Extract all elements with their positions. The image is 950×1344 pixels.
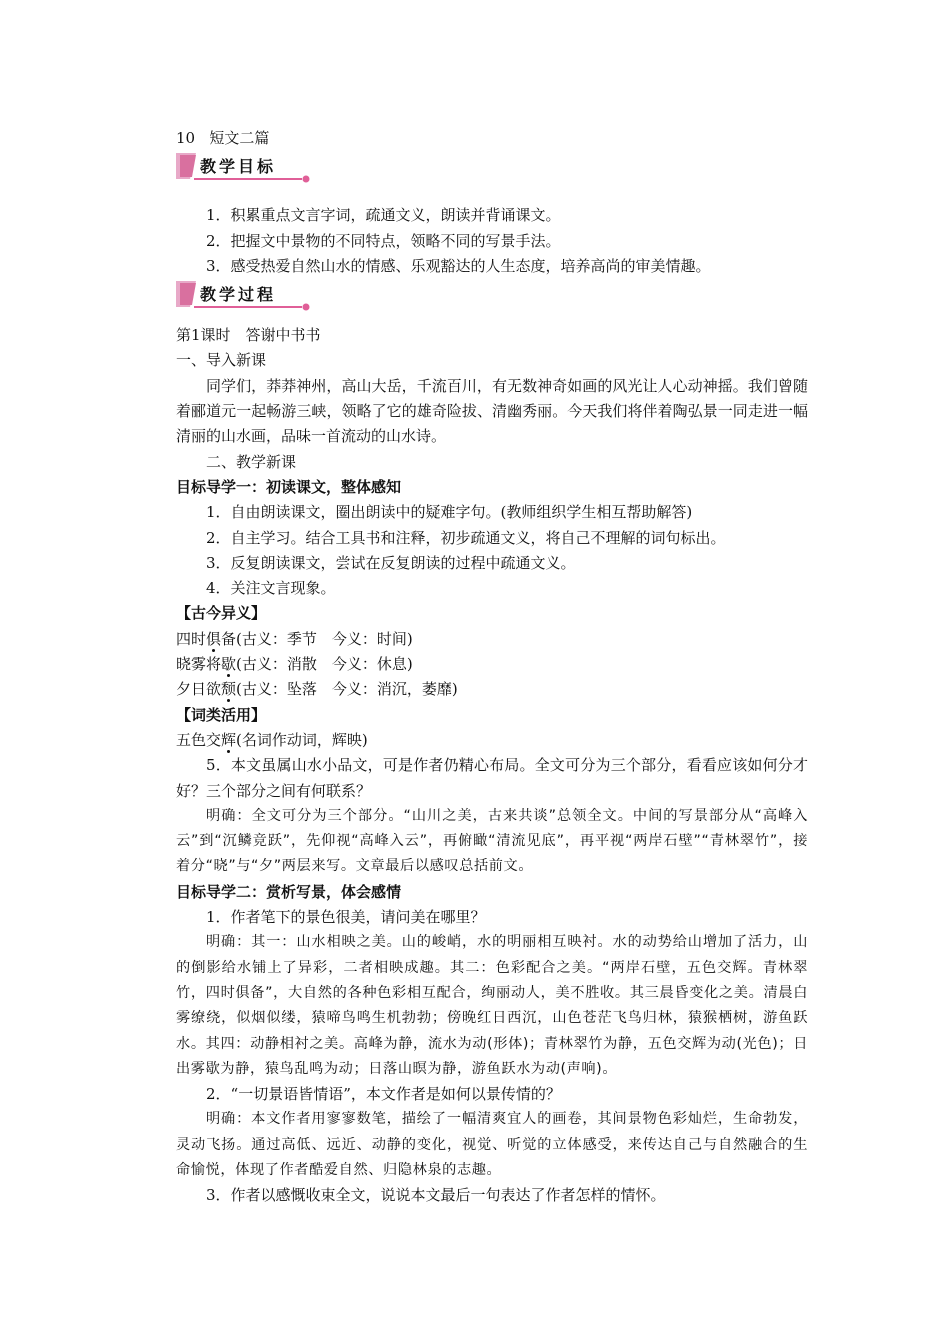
gujin-item: 四时俱备(古义：季节 今义：时间) [176, 629, 413, 648]
lesson-name: 短文二篇 [209, 129, 270, 147]
objectives-list [176, 203, 808, 279]
cilei-title: 【词类活用】 [176, 705, 267, 724]
section-badge-process [176, 279, 808, 309]
section-badge-objectives [176, 151, 808, 181]
emphasis-char: 颓 [221, 680, 237, 699]
lesson-title [176, 126, 808, 151]
answer-5: 明确：全文可分为三个部分。“山川之美，古来共谈”总领全文。中间的写景部分从“高峰入云”到“沉鳞竞跃”，先仰视“高峰入云”，再俯瞰“清流见底”，再平视“两岸石壁”“青林翠竹”，接着分“晓”与“夕”两层来写。文章最后以感叹总括前文。 [176, 807, 808, 875]
emphasis-char: 俱 [206, 629, 222, 648]
gujin-item: 夕日欲颓(古义：坠落 今义：消沉，萎靡) [176, 680, 458, 699]
gujin-item: 晓雾将歇(古义：消散 今义：休息) [176, 655, 413, 674]
goal1-item: 2．自主学习。结合工具书和注释，初步疏通文义，将自己不理解的词句标出。 [206, 528, 726, 547]
answer-2: 明确：本文作者用寥寥数笔，描绘了一幅清爽宜人的画卷，其间景物色彩灿烂，生命勃发，灵动飞扬。通过高低、远近、动静的变化，视觉、听觉的立体感受，来传达自己与自然融合的生命愉悦，体现了作者酷爱自然、归隐林泉的志趣。 [176, 1111, 808, 1178]
answer-1: 明确：其一：山水相映之美。山的峻峭，水的明丽相互映衬。水的动势给山增加了活力，山的倒影给水铺上了异彩，二者相映成趣。其二：色彩配合之美。“两岸石壁，五色交辉。青林翠竹，四时俱备”，大自然的各种色彩相互配合，绚丽动人，美不胜收。其三晨昏变化之美。清晨白雾缭绕，似烟似缕，猿啼鸟鸣生机勃勃；傍晚红日西沉，山色苍茫飞鸟归林，猿猴栖树，游鱼跃水。其四：动静相衬之美。高峰为静，流水为动(形体)；青林翠竹为静，五色交辉为动(光色)；日出雾歇为静，猿鸟乱鸣为动；日落山暝为静，游鱼跃水为动(声响)。 [176, 934, 808, 1077]
part1-title: 一、导入新课 [176, 351, 267, 370]
objective-item: 3．感受热爱自然山水的情感、乐观豁达的人生态度，培养高尚的审美情趣。 [206, 256, 711, 275]
question-5: 5．本文虽属山水小品文，可是作者仍精心布局。全文可分为三个部分，看看应该如何分才好？三个部分之间有何联系？ [176, 756, 808, 800]
goal1-item: 3．反复朗读课文，尝试在反复朗读的过程中疏通文义。 [206, 553, 576, 572]
objective-item: 2．把握文中景物的不同特点，领略不同的写景手法。 [206, 231, 561, 250]
section-title-process: 教学过程 [200, 285, 277, 305]
part2-title: 二、教学新课 [206, 452, 297, 471]
emphasis-char: 歇 [221, 655, 237, 674]
objective-item: 1．积累重点文言字词，疏通文义，朗读并背诵课文。 [206, 206, 561, 225]
goal1-title: 目标导学一：初读课文，整体感知 [176, 477, 402, 496]
goal2-title: 目标导学二：赏析写景，体会感情 [176, 882, 402, 901]
class-title: 第1课时 答谢中书书 [176, 326, 321, 345]
gujin-title: 【古今异义】 [176, 604, 267, 623]
emphasis-char: 辉 [221, 730, 237, 749]
section-title-objectives: 教学目标 [200, 157, 277, 177]
goal1-item: 1．自由朗读课文，圈出朗读中的疑难字句。(教师组织学生相互帮助解答) [206, 503, 693, 522]
question-2: 2．“一切景语皆情语”，本文作者是如何以景传情的？ [206, 1085, 561, 1104]
document-page [176, 126, 808, 1209]
question-1: 1．作者笔下的景色很美，请问美在哪里？ [206, 908, 486, 927]
goal1-item: 4．关注文言现象。 [206, 579, 336, 598]
question-3: 3．作者以感慨收束全文，说说本文最后一句表达了作者怎样的情怀。 [206, 1186, 666, 1205]
cilei-item: 五色交辉(名词作动词，辉映) [176, 730, 368, 749]
intro-paragraph: 同学们，莽莽神州，高山大岳，千流百川，有无数神奇如画的风光让人心动神摇。我们曾随着郦道元一起畅游三峡，领略了它的雄奇险拔、清幽秀丽。今天我们将伴着陶弘景一同走进一幅清丽的山水画，品味一首流动的山水诗。 [176, 376, 808, 446]
lesson-number: 10 [176, 129, 196, 147]
